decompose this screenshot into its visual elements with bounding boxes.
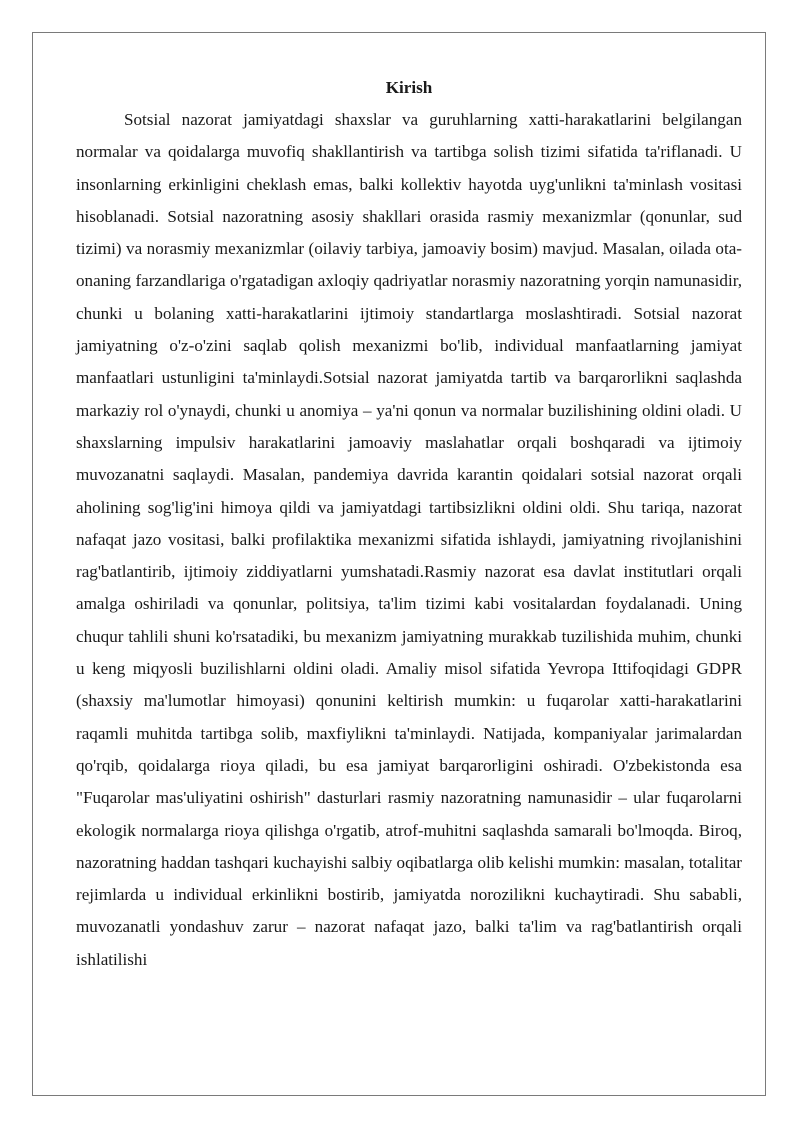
body-paragraph: Sotsial nazorat jamiyatdagi shaxslar va guruhlarning xatti-harakatlarini belgilangan normalar va qoidalarga muvofiq shakllantirish va tartibga solish tizimi sifatida ta'riflanadi. U insonlarning erkinligini cheklash emas, balki kollektiv hayotda uyg'unlikni ta'minlash vositasi hisoblanadi. Sotsial nazoratning asosiy shakllari orasida rasmiy mexanizmlar (qonunlar, sud tizimi) va norasmiy mexanizmlar (oilaviy tarbiya, jamoaviy bosim) mavjud. Masalan, oilada ota-onaning farzandlariga o'rgatadigan axloqiy qadriyatlar norasmiy nazoratning yorqin namunasidir, chunki u bolaning xatti-harakatlarini ijtimoiy standartlarga moslashtiradi. Sotsial nazorat jamiyatning o'z-o'zini saqlab qolish mexanizmi bo'lib, individual manfaatlarning jamiyat manfaatlari ustunligini ta'minlaydi.Sotsial nazorat jamiyatda tartib va barqarorlikni saqlashda markaziy rol o'ynaydi, chunki u anomiya – ya'ni qonun va normalar buzilishining oldini oladi. U shaxslarning impulsiv harakatlarini jamoaviy maslahatlar orqali boshqaradi va ijtimoiy muvozanatni saqlaydi. Masalan, pandemiya davrida karantin qoidalari sotsial nazorat orqali aholining sog'lig'ini himoya qildi va jamiyatdagi tartibsizlikni oldini oldi. Shu tariqa, nazorat nafaqat jazo vositasi, balki profilaktika mexanizmi sifatida ishlaydi, jamiyatning rivojlanishini rag'batlantirib, ijtimoiy ziddiyatlarni yumshatadi.Rasmiy nazorat esa davlat institutlari orqali amalga oshiriladi va qonunlar, politsiya, ta'lim tizimi kabi vositalardan foydalanadi. Uning chuqur tahlili shuni ko'rsatadiki, bu mexanizm jamiyatning murakkab tuzilishida muhim, chunki u keng miqyosli buzilishlarni oldini oladi. Amaliy misol sifatida Yevropa Ittifoqidagi GDPR (shaxsiy ma'lumotlar himoyasi) qonunini keltirish mumkin: u fuqarolar xatti-harakatlarini raqamli muhitda tartibga solib, maxfiylikni ta'minlaydi. Natijada, kompaniyalar jarimalardan qo'rqib, qoidalarga rioya qiladi, bu esa jamiyat barqarorligini oshiradi. O'zbekistonda esa "Fuqarolar mas'uliyatini oshirish" dasturlari rasmiy nazoratning namunasidir – ular fuqarolarni ekologik normalarga rioya qilishga o'rgatib, atrof-muhitni saqlashda samarali bo'lmoqda. Biroq, nazoratning haddan tashqari kuchayishi salbiy oqibatlarga olib kelishi mumkin: masalan, totalitar rejimlarda u individual erkinlikni bostirib, jamiyatda norozilikni kuchaytiradi. Shu sababli, muvozanatli yondashuv zarur – nazorat nafaqat jazo, balki ta'lim va rag'batlantirish orqali ishlatilishi: [76, 110, 742, 969]
document-body: [76, 72, 742, 976]
document-title: Kirish: [385, 78, 433, 97]
